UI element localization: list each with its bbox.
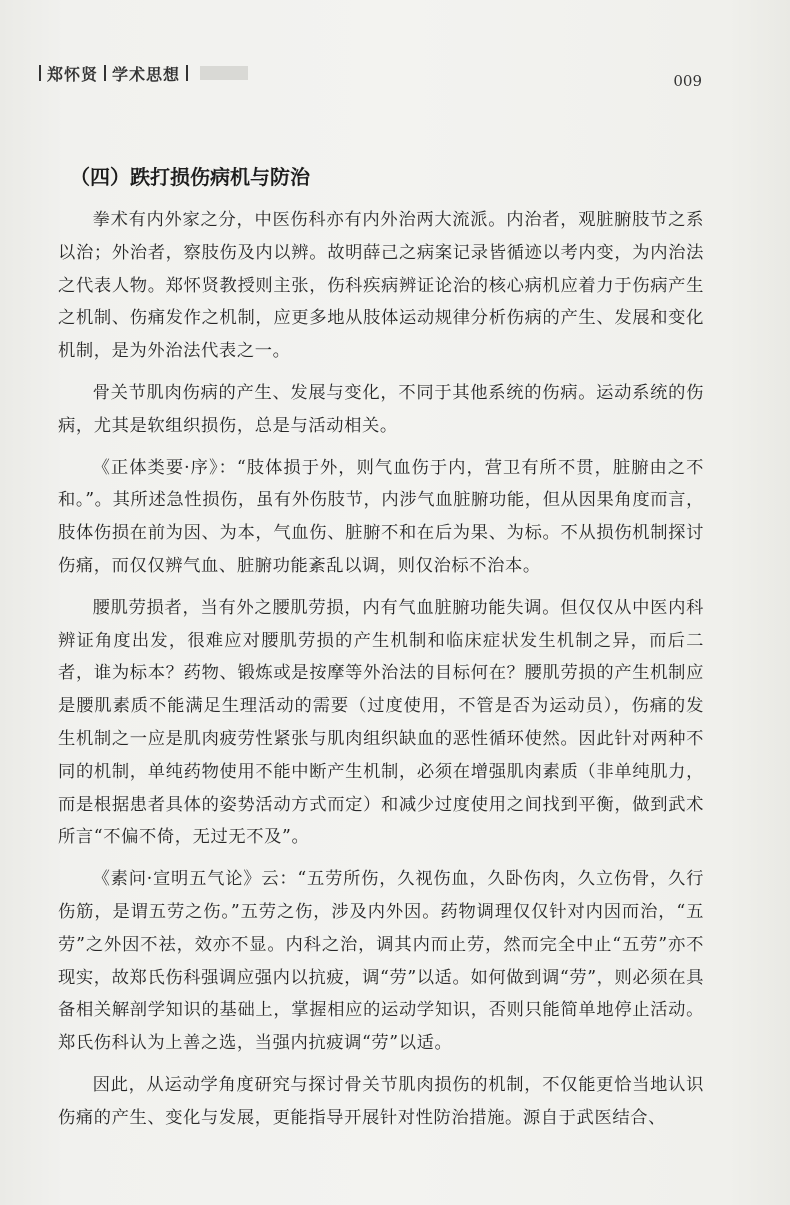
section-title: （四）跌打损伤病机与防治 xyxy=(70,165,310,189)
divider-bar xyxy=(186,65,188,81)
divider-bar xyxy=(39,65,41,81)
running-head xyxy=(33,62,248,84)
page-body xyxy=(58,160,704,1144)
divider-bar xyxy=(104,65,106,81)
page-number: 009 xyxy=(673,72,702,90)
header-tail-block xyxy=(200,66,248,80)
header-author: 郑怀贤 xyxy=(47,64,99,84)
paragraph: 拳术有内外家之分，中医伤科亦有内外治两大流派。内治者，观脏腑肢节之系以治；外治者，察肢伤及内以辨。故明薛己之病案记录皆循迹以考内变，为内治法之代表人物。郑怀贤教授则主张，伤科疾病辨证论治的核心病机应着力于伤病产生之机制、伤痛发作之机制，应更多地从肢体运动规律分析伤病的产生、发展和变化机制，是为外治法代表之一。 xyxy=(58,210,704,362)
paragraph: 《正体类要·序》：“肢体损于外，则气血伤于内，营卫有所不贯，脏腑由之不和。”。其所述急性损伤，虽有外伤肢节，内涉气血脏腑功能，但从因果角度而言，肢体伤损在前为因、为本，气血伤、脏腑不和在后为果、为标。不从损伤机制探讨伤痛，而仅仅辨气血、脏腑功能紊乱以调，则仅治标不治本。 xyxy=(58,457,704,576)
header-book-title: 学术思想 xyxy=(112,64,181,84)
paragraph: 腰肌劳损者，当有外之腰肌劳损，内有气血脏腑功能失调。但仅仅从中医内科辨证角度出发，很难应对腰肌劳损的产生机制和临床症状发生机制之异，而后二者，谁为标本？药物、锻炼或是按摩等外治法的目标何在？腰肌劳损的产生机制应是腰肌素质不能满足生理活动的需要（过度使用，不管是否为运动员），伤痛的发生机制之一应是肌肉疲劳性紧张与肌肉组织缺血的恶性循环使然。因此针对两种不同的机制，单纯药物使用不能中断产生机制，必须在增强肌肉素质（非单纯肌力，而是根据患者具体的姿势活动方式而定）和减少过度使用之间找到平衡，做到武术所言“不偏不倚，无过无不及”。 xyxy=(58,597,704,848)
paragraph: 骨关节肌肉伤病的产生、发展与变化，不同于其他系统的伤病。运动系统的伤病，尤其是软组织损伤，总是与活动相关。 xyxy=(58,382,704,436)
paragraph: 《素问·宣明五气论》云：“五劳所伤，久视伤血，久卧伤肉，久立伤骨，久行伤筋，是谓五劳之伤。”五劳之伤，涉及内外因。药物调理仅仅针对内因而治，“五劳”之外因不祛，效亦不显。内科之治，调其内而止劳，然而完全中止“五劳”亦不现实，故郑氏伤科强调应强内以抗疲，调“劳”以适。如何做到调“劳”，则必须在具备相关解剖学知识的基础上，掌握相应的运动学知识，否则只能简单地停止活动。郑氏伤科认为上善之选，当强内抗疲调“劳”以适。 xyxy=(58,869,704,1054)
paragraph: 因此，从运动学角度研究与探讨骨关节肌肉损伤的机制，不仅能更恰当地认识伤痛的产生、变化与发展，更能指导开展针对性防治措施。源自于武医结合、 xyxy=(58,1074,704,1128)
